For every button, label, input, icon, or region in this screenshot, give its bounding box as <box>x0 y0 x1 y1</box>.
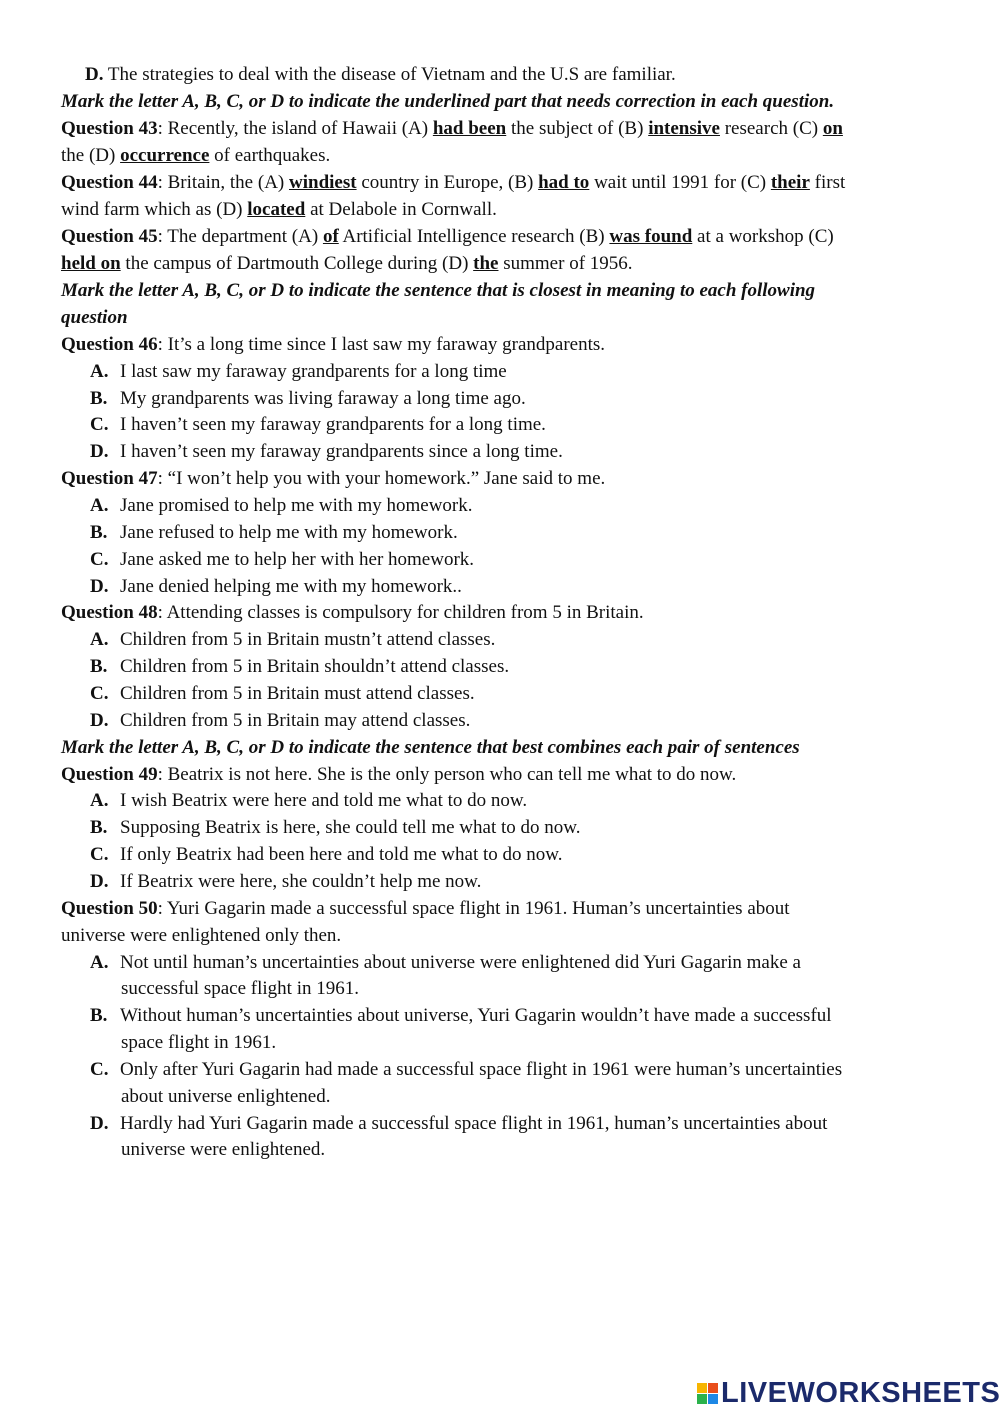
q50-option-c-continued: about universe enlightened. <box>121 1086 331 1107</box>
question-48-stem <box>61 599 644 626</box>
q50-option-a-continued: successful space flight in 1961. <box>121 978 359 999</box>
q49-option-b[interactable] <box>90 814 581 841</box>
question-label: Question 43 <box>61 118 158 139</box>
option-letter: B. <box>90 1005 108 1026</box>
option-text: I last saw my faraway grandparents for a long time <box>120 361 507 382</box>
option-text: If only Beatrix had been here and told me what to do now. <box>120 844 563 865</box>
option-text: I haven’t seen my faraway grandparents for a long time. <box>120 414 546 435</box>
q50-option-b-continued: space flight in 1961. <box>121 1032 277 1053</box>
liveworksheets-logo <box>697 1375 1000 1411</box>
q47-option-c[interactable] <box>90 546 474 573</box>
underlined-part-d: located <box>247 199 306 220</box>
question-text: at a workshop (C) <box>692 226 834 247</box>
underlined-part-c: held on <box>61 253 121 274</box>
q50-option-d[interactable] <box>90 1110 827 1137</box>
option-letter: D. <box>90 441 109 462</box>
underlined-part-d: the <box>473 253 499 274</box>
option-letter: B. <box>90 656 108 677</box>
option-letter: A. <box>90 952 109 973</box>
q48-option-b[interactable] <box>90 653 509 680</box>
underlined-part-a: windiest <box>289 172 357 193</box>
question-text: research (C) <box>719 118 823 139</box>
liveworksheets-logo-icon <box>697 1383 718 1404</box>
option-letter: B. <box>90 388 108 409</box>
instruction-combine-sentences: Mark the letter A, B, C, or D to indicate the sentence that best combines each pair of sentences <box>61 737 800 758</box>
option-text: Children from 5 in Britain mustn’t attend classes. <box>120 629 496 650</box>
instruction-error-identification: Mark the letter A, B, C, or D to indicate the underlined part that needs correction in each question. <box>61 91 835 112</box>
question-label: Question 45 <box>61 226 158 247</box>
question-50-stem-line-2: universe were enlightened only then. <box>61 925 342 946</box>
question-45-line-1 <box>61 223 834 250</box>
question-text: : “I won’t help you with your homework.” Jane said to me. <box>157 468 606 489</box>
q46-option-b[interactable] <box>90 385 526 412</box>
question-43-line-1 <box>61 115 843 142</box>
option-text: I haven’t seen my faraway grandparents since a long time. <box>120 441 563 462</box>
option-text: Children from 5 in Britain may attend classes. <box>120 710 471 731</box>
question-label: Question 46 <box>61 334 158 355</box>
q48-option-c[interactable] <box>90 680 475 707</box>
question-44-line-2 <box>61 196 497 223</box>
option-letter: C. <box>90 683 109 704</box>
option-letter: C. <box>90 844 109 865</box>
underlined-part-c: on <box>822 118 843 139</box>
logo-text: LIVEWORKSHEETS <box>721 1376 1000 1409</box>
option-text: Jane denied helping me with my homework.. <box>120 576 462 597</box>
question-text: : It’s a long time since I last saw my faraway grandparents. <box>157 334 606 355</box>
option-letter: C. <box>90 549 109 570</box>
question-text: : Yuri Gagarin made a successful space flight in 1961. Human’s uncertainties about <box>157 898 790 919</box>
question-text: the campus of Dartmouth College during (D) <box>120 253 474 274</box>
option-text: Supposing Beatrix is here, she could tell me what to do now. <box>120 817 581 838</box>
question-label: Question 50 <box>61 898 158 919</box>
question-text: : The department (A) <box>157 226 323 247</box>
option-text: Without human’s uncertainties about universe, Yuri Gagarin wouldn’t have made a successful <box>120 1005 832 1026</box>
option-text: Jane promised to help me with my homework. <box>120 495 473 516</box>
question-text: wind farm which as (D) <box>61 199 248 220</box>
underlined-part-c: their <box>770 172 810 193</box>
q48-option-a[interactable] <box>90 626 495 653</box>
underlined-part-b: intensive <box>648 118 720 139</box>
q46-option-a[interactable] <box>90 358 507 385</box>
underlined-part-b: had to <box>538 172 590 193</box>
question-text: : Beatrix is not here. She is the only person who can tell me what to do now. <box>157 764 737 785</box>
question-label: Question 47 <box>61 468 158 489</box>
question-label: Question 48 <box>61 602 158 623</box>
question-text: the subject of (B) <box>506 118 649 139</box>
question-label: Question 44 <box>61 172 158 193</box>
option-text: Jane refused to help me with my homework. <box>120 522 458 543</box>
q49-option-c[interactable] <box>90 841 563 868</box>
question-43-line-2 <box>61 142 330 169</box>
underlined-part-a: had been <box>432 118 507 139</box>
option-letter: A. <box>90 790 109 811</box>
q50-option-d-continued: universe were enlightened. <box>121 1139 326 1160</box>
question-text: wait until 1991 for (C) <box>589 172 771 193</box>
question-text: : Attending classes is compulsory for children from 5 in Britain. <box>157 602 644 623</box>
q50-option-a[interactable] <box>90 949 801 976</box>
q47-option-a[interactable] <box>90 492 473 519</box>
question-text: : Recently, the island of Hawaii (A) <box>157 118 433 139</box>
option-letter: C. <box>90 414 109 435</box>
q49-option-a[interactable] <box>90 787 527 814</box>
question-49-stem <box>61 761 736 788</box>
option-text: I wish Beatrix were here and told me what to do now. <box>120 790 528 811</box>
instruction-closest-meaning-line-2: question <box>61 307 128 328</box>
option-text: Jane asked me to help her with her homework. <box>120 549 475 570</box>
option-letter: D. <box>90 1113 109 1134</box>
option-letter: A. <box>90 629 109 650</box>
option-text: My grandparents was living faraway a long time ago. <box>120 388 526 409</box>
question-text: Artificial Intelligence research (B) <box>338 226 610 247</box>
question-47-stem <box>61 465 605 492</box>
option-text: Children from 5 in Britain shouldn’t attend classes. <box>120 656 510 677</box>
question-50-stem-line-1 <box>61 895 790 922</box>
q49-option-d[interactable] <box>90 868 481 895</box>
option-text: Children from 5 in Britain must attend classes. <box>120 683 475 704</box>
option-letter: D. <box>90 576 109 597</box>
option-letter: B. <box>90 817 108 838</box>
question-text: at Delabole in Cornwall. <box>305 199 497 220</box>
question-44-line-1 <box>61 169 845 196</box>
prev-option-d <box>85 61 676 88</box>
option-letter: D. <box>85 64 104 85</box>
q46-option-c[interactable] <box>90 411 546 438</box>
q50-option-b[interactable] <box>90 1002 832 1029</box>
underlined-part-d: occurrence <box>120 145 210 166</box>
option-letter: A. <box>90 361 109 382</box>
option-text: The strategies to deal with the disease of Vietnam and the U.S are familiar. <box>107 64 676 85</box>
q48-option-d[interactable] <box>90 707 470 734</box>
option-letter: D. <box>90 871 109 892</box>
question-text: first <box>809 172 846 193</box>
instruction-closest-meaning-line-1: Mark the letter A, B, C, or D to indicate the sentence that is closest in meaning to each following <box>61 280 816 301</box>
question-text: : Britain, the (A) <box>157 172 289 193</box>
option-letter: C. <box>90 1059 109 1080</box>
question-text: of earthquakes. <box>209 145 331 166</box>
question-text: the (D) <box>61 145 121 166</box>
option-letter: D. <box>90 710 109 731</box>
underlined-part-b: was found <box>609 226 693 247</box>
q47-option-b[interactable] <box>90 519 458 546</box>
q46-option-d[interactable] <box>90 438 563 465</box>
question-text: summer of 1956. <box>498 253 633 274</box>
question-46-stem <box>61 331 605 358</box>
option-text: Only after Yuri Gagarin had made a successful space flight in 1961 were human’s uncertainties <box>120 1059 843 1080</box>
question-45-line-2 <box>61 250 633 277</box>
question-label: Question 49 <box>61 764 158 785</box>
option-text: Not until human’s uncertainties about universe were enlightened did Yuri Gagarin make a <box>120 952 801 973</box>
option-letter: B. <box>90 522 108 543</box>
underlined-part-a: of <box>322 226 339 247</box>
option-text: Hardly had Yuri Gagarin made a successful space flight in 1961, human’s uncertainties about <box>120 1113 828 1134</box>
option-text: If Beatrix were here, she couldn’t help me now. <box>120 871 482 892</box>
q47-option-d[interactable] <box>90 573 462 600</box>
option-letter: A. <box>90 495 109 516</box>
q50-option-c[interactable] <box>90 1056 842 1083</box>
question-text: country in Europe, (B) <box>356 172 539 193</box>
